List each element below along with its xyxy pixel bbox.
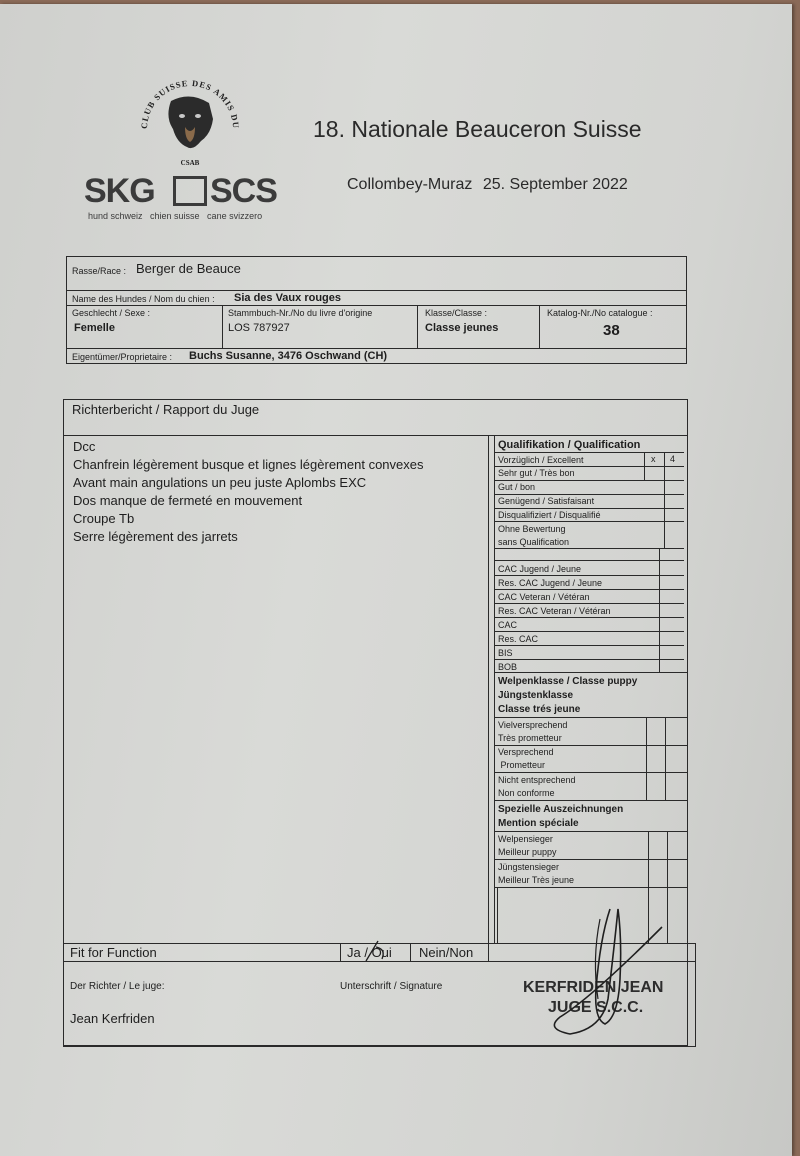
- report-line: Avant main angulations un peu juste Aplombs EXC: [73, 475, 367, 490]
- judge-label: Der Richter / Le juge:: [70, 981, 165, 992]
- puppy-header: Jüngstenklasse: [498, 690, 574, 701]
- brand-mark-icon: [173, 176, 207, 206]
- report-text: [73, 438, 488, 546]
- owner-value: Buchs Susanne, 3476 Oschwand (CH): [189, 350, 388, 362]
- class-value: Classe jeunes: [425, 322, 499, 334]
- brand-left: SKG: [84, 172, 155, 210]
- judge-stamp-name: KERFRIDEN JEAN: [523, 979, 664, 996]
- special-header: Spezielle Auszeichnungen: [498, 804, 624, 815]
- studbook-label: Stammbuch-Nr./No du livre d'origine: [228, 308, 373, 318]
- race-label: Rasse/Race :: [72, 266, 127, 276]
- qual-excellent: Vorzüglich / Excellent: [498, 455, 584, 465]
- judge-stamp-title: JUGE S.C.C.: [548, 999, 644, 1016]
- puppy-row: Versprechend: [498, 747, 554, 757]
- event-title: 18. Nationale Beauceron Suisse: [313, 116, 642, 142]
- fit-for-function-label: Fit for Function: [70, 945, 157, 960]
- catalog-label: Katalog-Nr./No catalogue :: [547, 308, 653, 318]
- puppy-row: Non conforme: [498, 788, 555, 798]
- brand-right: SCS: [210, 172, 277, 210]
- judge-name: Jean Kerfriden: [70, 1011, 155, 1026]
- special-row: Jüngstensieger: [498, 862, 560, 872]
- report-line: Chanfrein légèrement busque et lignes légèrement convexes: [73, 457, 424, 472]
- signature-label: Unterschrift / Signature: [340, 981, 443, 992]
- brand-tagline: hund schweiz chien suisse cane svizzero: [88, 211, 263, 221]
- event-location: Collombey-Muraz: [347, 176, 473, 193]
- svg-text:CLUB SUISSE DES AMIS DU BEAUCE: CLUB SUISSE DES AMIS DU: [138, 79, 242, 130]
- club-logo: [135, 79, 245, 174]
- special-row: Welpensieger: [498, 834, 553, 844]
- strike-mark-icon: [362, 937, 392, 965]
- class-label: Klasse/Classe :: [425, 308, 488, 318]
- excellent-mark: x: [651, 454, 656, 464]
- title-res-cac: Res. CAC: [498, 634, 539, 644]
- club-seal-icon: [135, 79, 245, 174]
- puppy-header: Welpenklasse / Classe puppy: [498, 676, 638, 687]
- title-bob: BOB: [498, 662, 518, 672]
- qual-no-rating: Ohne Bewertung: [498, 524, 566, 534]
- puppy-row: Très prometteur: [498, 733, 562, 743]
- excellent-rank: 4: [670, 454, 676, 464]
- puppy-row: Prometteur: [498, 760, 546, 770]
- brand-wordmark: [84, 172, 294, 212]
- qual-no-rating-fr: sans Qualification: [498, 537, 570, 547]
- qual-sufficient: Genügend / Satisfaisant: [498, 496, 595, 506]
- document-sheet: [0, 4, 792, 1156]
- special-row: Meilleur Très jeune: [498, 875, 575, 885]
- title-res-cac-youth: Res. CAC Jugend / Jeune: [498, 578, 603, 588]
- studbook-value: LOS 787927: [228, 322, 290, 334]
- report-title: Richterbericht / Rapport du Juge: [72, 402, 260, 417]
- owner-label: Eigentümer/Proprietaire :: [72, 352, 173, 362]
- title-cac: CAC: [498, 620, 518, 630]
- report-line: Serre légèrement des jarrets: [73, 529, 238, 544]
- special-row: Meilleur puppy: [498, 847, 557, 857]
- qual-very-good: Sehr gut / Très bon: [498, 468, 575, 478]
- puppy-row: Vielversprechend: [498, 720, 568, 730]
- title-res-cac-veteran: Res. CAC Veteran / Vétéran: [498, 606, 611, 616]
- dog-name-label: Name des Hundes / Nom du chien :: [72, 294, 215, 304]
- event-date: 25. September 2022: [482, 176, 628, 193]
- qual-disqualified: Disqualifiziert / Disqualifié: [498, 510, 601, 520]
- race-value: Berger de Beauce: [136, 261, 241, 276]
- fit-no: Nein/Non: [419, 945, 474, 960]
- sex-value: Femelle: [74, 322, 115, 334]
- title-bis: BIS: [498, 648, 513, 658]
- qual-good: Gut / bon: [498, 482, 536, 492]
- event-place-date: [347, 176, 628, 194]
- qualification-title: Qualifikation / Qualification: [498, 439, 641, 451]
- catalog-value: 38: [603, 322, 620, 339]
- puppy-row: Nicht entsprechend: [498, 775, 576, 785]
- special-header: Mention spéciale: [498, 818, 579, 829]
- dog-name-value: Sia des Vaux rouges: [234, 292, 341, 304]
- title-cac-veteran: CAC Veteran / Vétéran: [498, 592, 590, 602]
- sex-label: Geschlecht / Sexe :: [72, 308, 151, 318]
- title-cac-youth: CAC Jugend / Jeune: [498, 564, 582, 574]
- puppy-header: Classe trés jeune: [498, 704, 581, 715]
- qualification-panel: [494, 435, 688, 943]
- logo-initials: CSAB: [180, 159, 200, 167]
- report-line: Dcc: [73, 439, 96, 454]
- report-line: Dos manque de fermeté en mouvement: [73, 493, 303, 508]
- signature-icon: [530, 899, 680, 1049]
- report-line: Croupe Tb: [73, 511, 135, 526]
- fit-yes: Ja / Oui: [347, 945, 392, 960]
